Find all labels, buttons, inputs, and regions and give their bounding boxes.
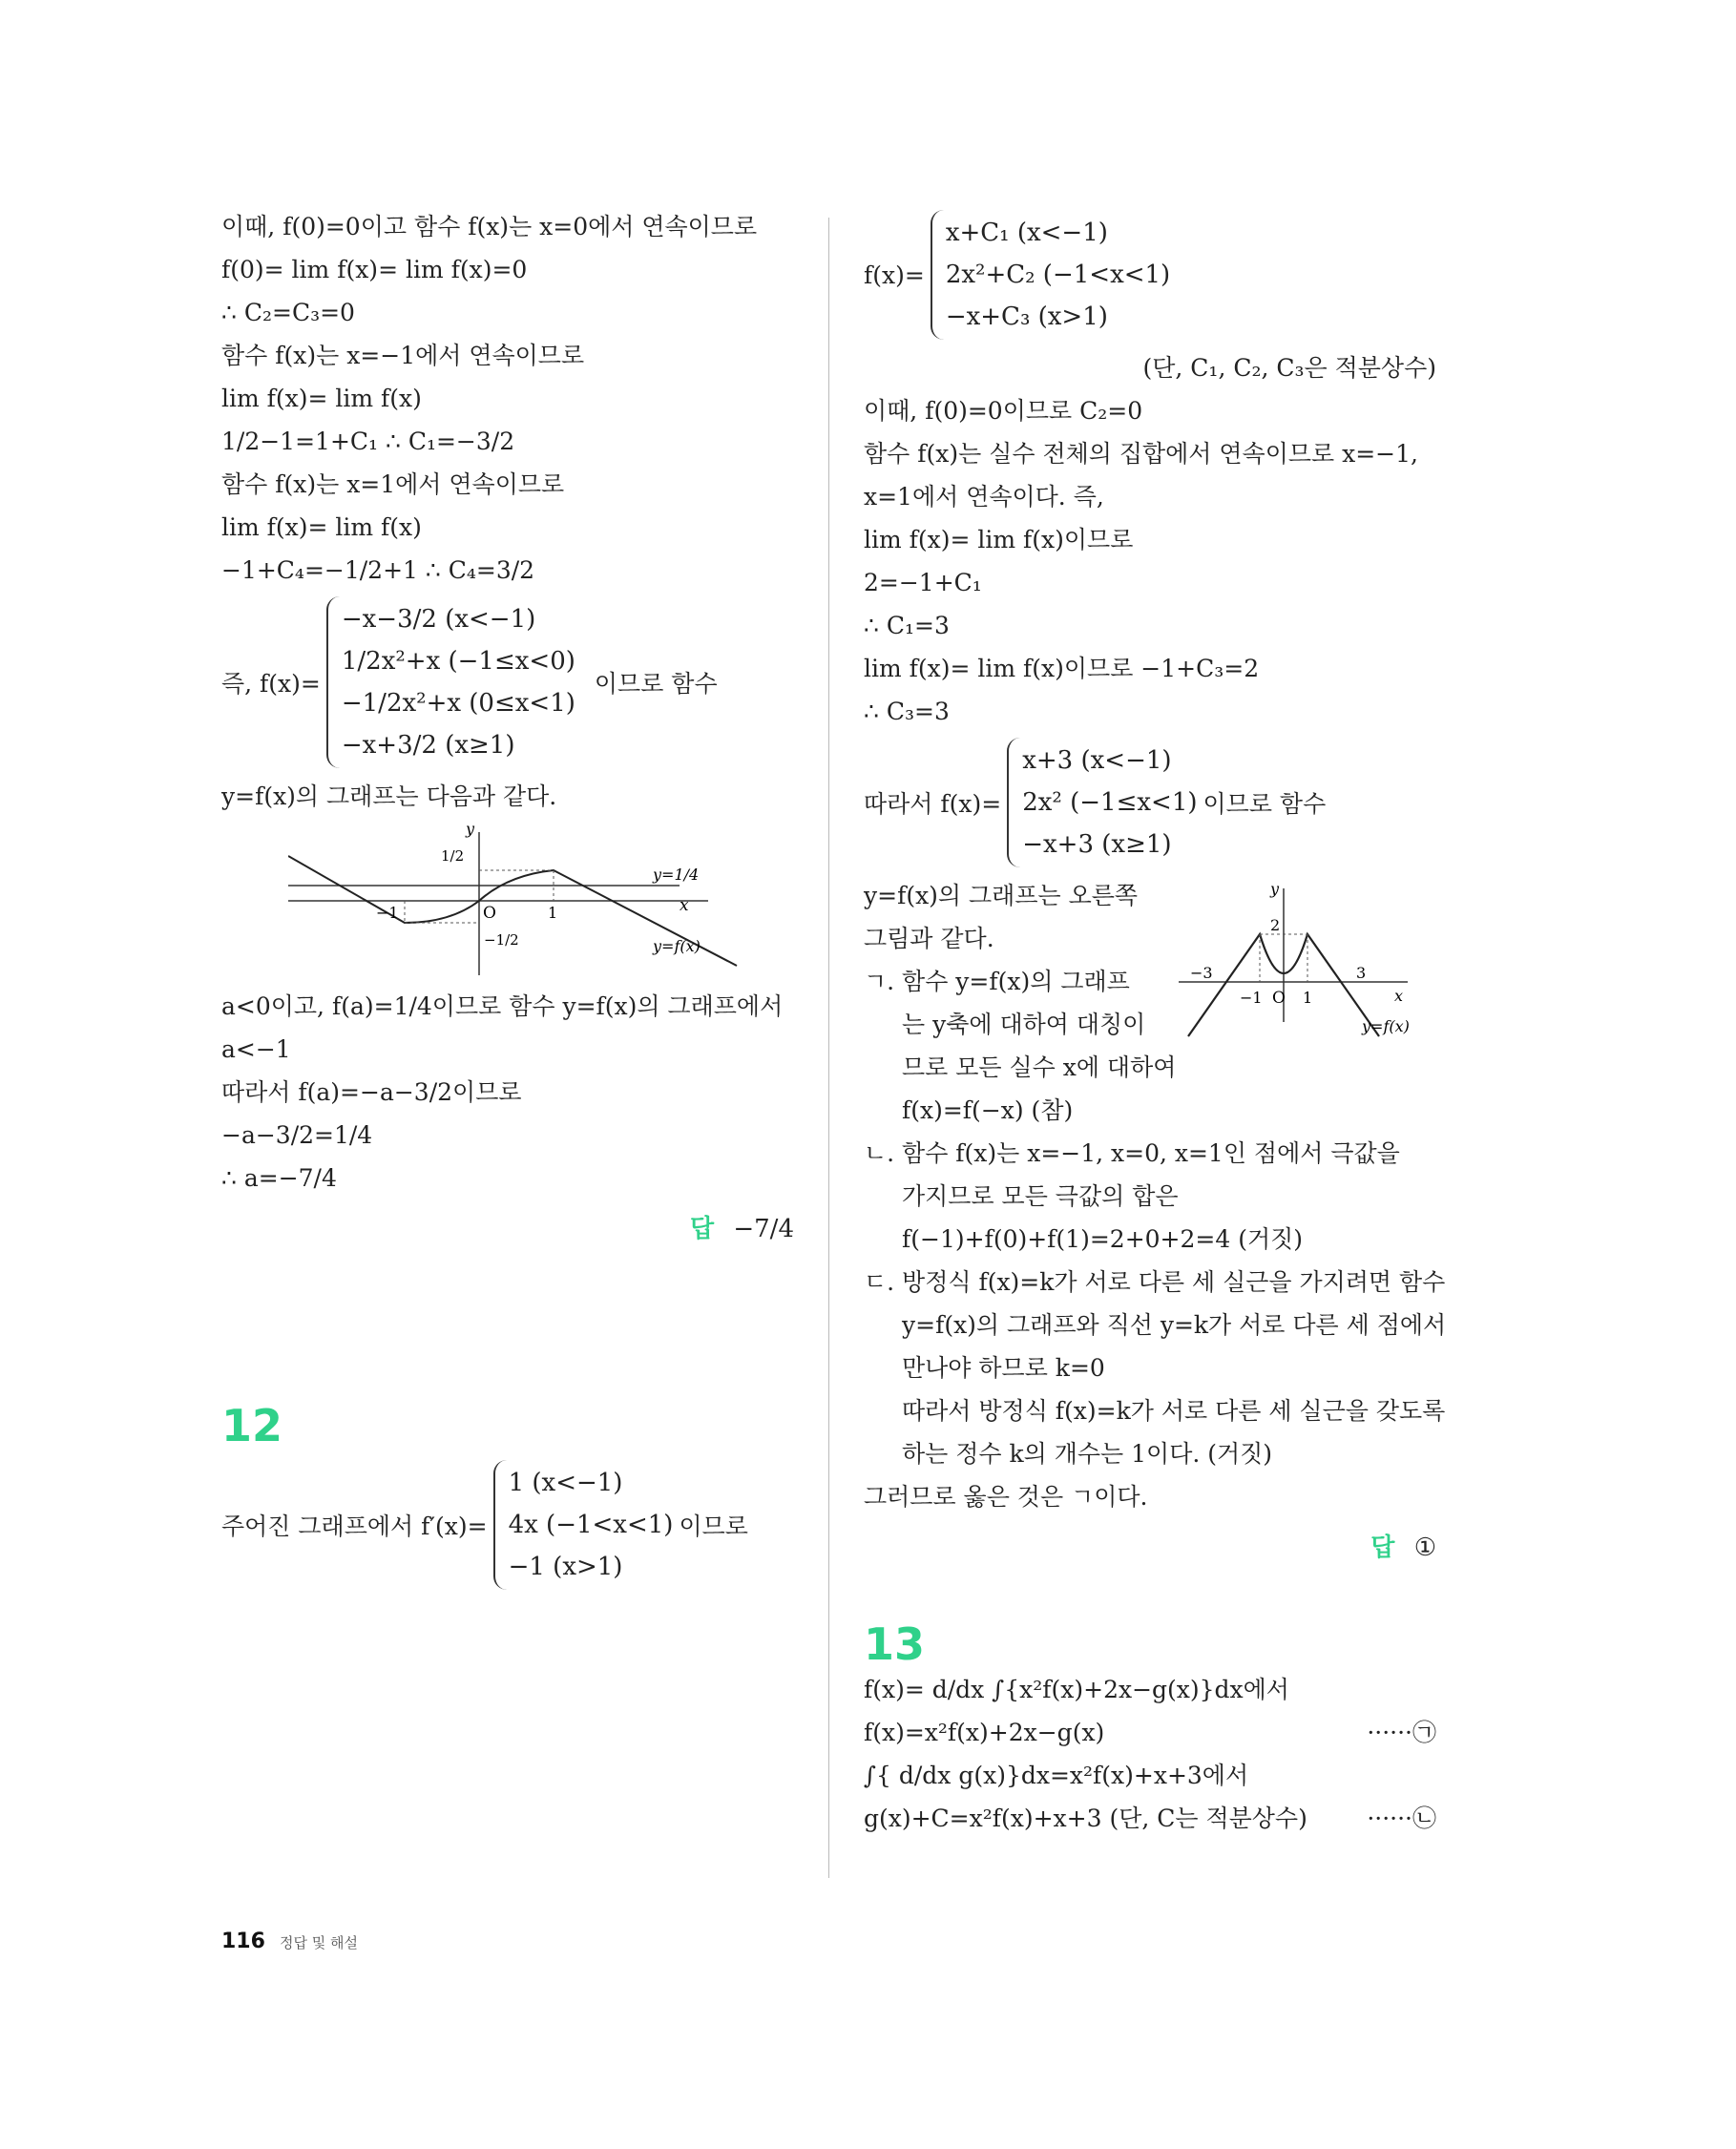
tick-label: −1: [376, 904, 399, 922]
curve-label: y=f(x): [653, 937, 701, 955]
text-line: ∴ C₁=3: [864, 612, 950, 639]
text-line: f(x)= d/dx ∫{x²f(x)+2x−g(x)}dx에서: [864, 1676, 1289, 1703]
tick-label: 1: [1303, 989, 1313, 1007]
text-line: f(−1)+f(0)+f(1)=2+0+2=4 (거짓): [902, 1225, 1304, 1253]
piecewise-cases: [493, 1460, 674, 1590]
piecewise-suffix: 이므로 함수: [1203, 790, 1327, 818]
origin-label: O: [1272, 989, 1286, 1008]
text-line: 는 y축에 대하여 대칭이: [902, 1011, 1146, 1038]
piecewise-prefix: 주어진 그래프에서 f′(x)=: [221, 1513, 488, 1540]
tick-label: 3: [1356, 964, 1367, 982]
tick-label: 1/2: [441, 847, 465, 865]
text-line: f(0)= lim f(x)= lim f(x)=0: [221, 256, 528, 283]
text-line: ㄱ. 함수 y=f(x)의 그래프: [864, 968, 1130, 995]
text-line: 그러므로 옳은 것은 ㄱ이다.: [864, 1483, 1148, 1511]
page-footer: [221, 1930, 358, 1953]
case-line: −1 (x>1): [508, 1553, 623, 1581]
piecewise-derivative: [221, 1460, 794, 1590]
equation-mark: ······㉡: [1367, 1805, 1436, 1832]
curve-label: y=f(x): [1362, 1017, 1410, 1035]
question-number: 13: [864, 1618, 926, 1670]
text-line: 이때, f(0)=0이므로 C₂=0: [864, 397, 1143, 425]
text-line: −a−3/2=1/4: [221, 1121, 373, 1149]
text-line: 그림과 같다.: [864, 925, 994, 952]
text-line: 함수 f(x)는 x=−1에서 연속이므로: [221, 342, 585, 369]
piecewise-prefix: 따라서 f(x)=: [864, 790, 1002, 818]
text-line: 이때, f(0)=0이고 함수 f(x)는 x=0에서 연속이므로: [221, 213, 758, 240]
case-line: −1/2x²+x (0≤x<1): [341, 689, 575, 718]
text-line: ∴ C₃=3: [864, 698, 950, 725]
graph-right: [1179, 879, 1446, 1070]
piecewise-prefix: 즉, f(x)=: [221, 670, 321, 698]
answer-tag: 답: [1370, 1534, 1395, 1562]
text-line: ∫{ d/dx g(x)}dx=x²f(x)+x+3에서: [864, 1762, 1249, 1789]
piecewise-cases: [931, 210, 1170, 340]
piecewise-cases: [1007, 738, 1197, 867]
case-line: −x−3/2 (x<−1): [341, 605, 536, 634]
text-line: a<0이고, f(a)=1/4이므로 함수 y=f(x)의 그래프에서: [221, 992, 784, 1020]
y-axis-label: y: [1270, 880, 1280, 898]
case-line: −x+3/2 (x≥1): [341, 731, 515, 760]
column-divider: [828, 218, 829, 1878]
piecewise-function: [221, 596, 794, 768]
line-label: y=1/4: [653, 866, 700, 884]
text-line: lim f(x)= lim f(x)이므로: [864, 526, 1134, 553]
text-line: 1/2−1=1+C₁ ∴ C₁=−3/2: [221, 428, 515, 455]
piecewise-prefix: f(x)=: [864, 261, 925, 289]
text-line: [864, 1802, 1436, 1836]
text-line: (단, C₁, C₂, C₃은 적분상수): [1142, 354, 1436, 382]
text-line: y=f(x)의 그래프는 오른쪽: [864, 882, 1139, 909]
tick-label: −1: [1240, 989, 1263, 1007]
text-line: lim f(x)= lim f(x): [221, 513, 422, 541]
text-line: 따라서 방정식 f(x)=k가 서로 다른 세 실근을 갖도록: [902, 1397, 1446, 1425]
x-axis-label: x: [680, 896, 689, 915]
text-line: 따라서 f(a)=−a−3/2이므로: [221, 1078, 522, 1106]
equation-mark: ······㉠: [1367, 1719, 1436, 1746]
text-line: 함수 f(x)는 실수 전체의 집합에서 연속이므로 x=−1,: [864, 440, 1418, 468]
answer-tag: 답: [689, 1215, 715, 1243]
equation: g(x)+C=x²f(x)+x+3 (단, C는 적분상수): [864, 1805, 1307, 1832]
left-column: [221, 210, 794, 1601]
text-line: a<−1: [221, 1035, 291, 1063]
case-line: 1 (x<−1): [508, 1469, 623, 1497]
tick-label: 1: [548, 904, 558, 922]
piecewise-cases: [326, 596, 575, 768]
text-line: 2=−1+C₁: [864, 569, 982, 596]
answer-value: −7/4: [733, 1215, 794, 1243]
text-line: 만나야 하므로 k=0: [902, 1354, 1105, 1382]
answer-line: [221, 1209, 794, 1244]
text-line: y=f(x)의 그래프와 직선 y=k가 서로 다른 세 점에서: [902, 1311, 1447, 1339]
text-line: y=f(x)의 그래프는 다음과 같다.: [221, 782, 557, 810]
text-line: 므로 모든 실수 x에 대하여: [902, 1054, 1177, 1081]
text-line: [864, 1716, 1436, 1750]
section-title: 정답 및 해설: [280, 1934, 359, 1951]
case-line: 2x²+C₂ (−1<x<1): [945, 261, 1171, 289]
tick-label: 2: [1270, 916, 1281, 934]
text-line: ∴ C₂=C₃=0: [221, 299, 355, 326]
case-line: −x+3 (x≥1): [1022, 830, 1172, 859]
piecewise-suffix: 이므로: [679, 1513, 748, 1540]
text-line: ㄷ. 방정식 f(x)=k가 서로 다른 세 실근을 가지려면 함수: [864, 1268, 1446, 1296]
answer-value: ①: [1413, 1534, 1436, 1562]
text-line: ∴ a=−7/4: [221, 1164, 337, 1192]
case-line: −x+C₃ (x>1): [945, 303, 1108, 331]
question-number: 12: [221, 1400, 283, 1451]
answer-line: [864, 1528, 1436, 1563]
right-column: [864, 210, 1447, 1845]
tick-label: −3: [1190, 964, 1213, 982]
equation: f(x)=x²f(x)+2x−g(x): [864, 1719, 1105, 1746]
graph-left: [288, 823, 746, 980]
piecewise-function: [864, 738, 1436, 867]
text-line: f(x)=f(−x) (참): [902, 1096, 1074, 1124]
case-line: 1/2x²+x (−1≤x<0): [341, 647, 575, 676]
piecewise-function: [864, 210, 1436, 340]
text-line: x=1에서 연속이다. 즉,: [864, 483, 1104, 511]
text-line: lim f(x)= lim f(x): [221, 385, 422, 412]
tick-label: −1/2: [484, 931, 519, 949]
case-line: x+C₁ (x<−1): [945, 219, 1108, 247]
case-line: x+3 (x<−1): [1022, 746, 1172, 775]
text-line: −1+C₄=−1/2+1 ∴ C₄=3/2: [221, 556, 535, 584]
x-axis-label: x: [1394, 987, 1404, 1005]
case-line: 4x (−1<x<1): [508, 1511, 674, 1539]
page-number: 116: [221, 1930, 265, 1953]
graph-section: [864, 879, 1436, 1128]
origin-label: O: [483, 904, 496, 923]
text-line: ㄴ. 함수 f(x)는 x=−1, x=0, x=1인 점에서 극값을: [864, 1139, 1400, 1167]
case-line: 2x² (−1≤x<1): [1022, 788, 1198, 817]
y-axis-label: y: [466, 823, 475, 838]
text-line: 함수 f(x)는 x=1에서 연속이므로: [221, 470, 565, 498]
piecewise-suffix: 이므로 함수: [594, 670, 718, 698]
text-line: lim f(x)= lim f(x)이므로 −1+C₃=2: [864, 655, 1260, 682]
text-line: 가지므로 모든 극값의 합은: [902, 1182, 1179, 1210]
text-line: 하는 정수 k의 개수는 1이다. (거짓): [902, 1440, 1273, 1468]
